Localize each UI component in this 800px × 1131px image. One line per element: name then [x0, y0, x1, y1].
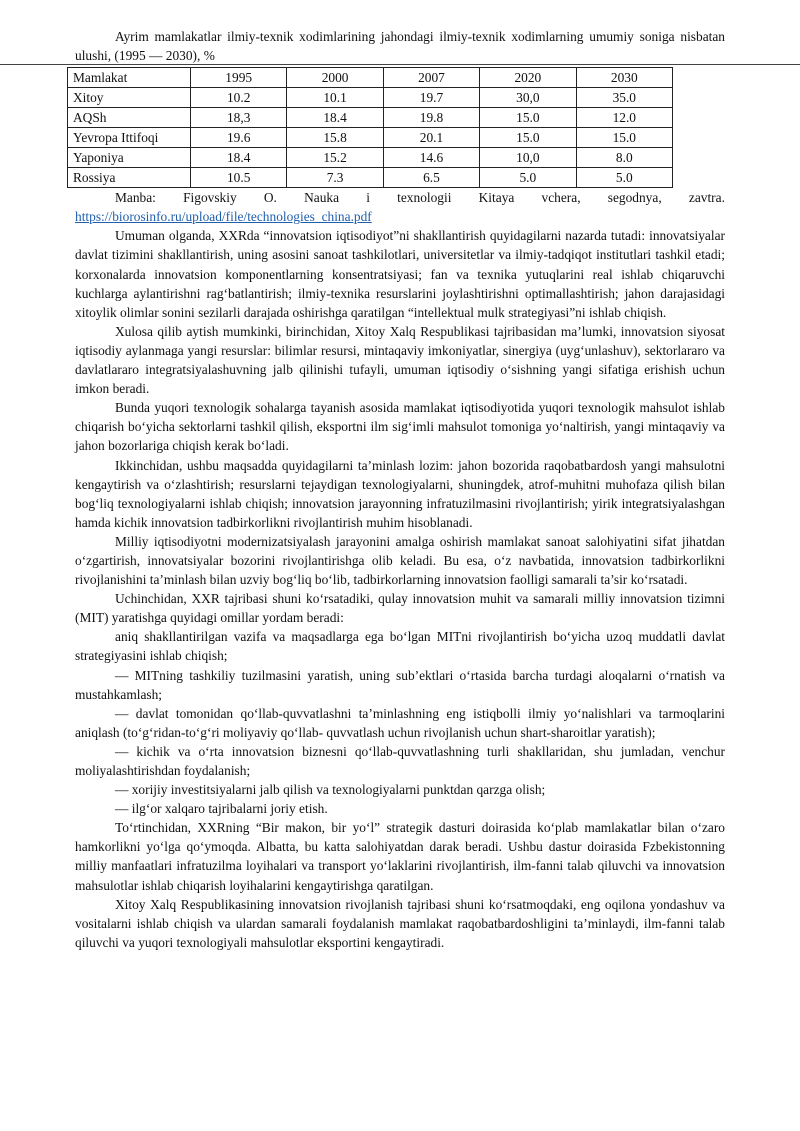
source-word: O. [263, 190, 277, 206]
table-row [68, 168, 673, 188]
data-table [67, 67, 673, 188]
table-header-row [68, 68, 673, 88]
body-paragraph: aniq shakllantirilgan vazifa va maqsadlarga ega bo‘lgan MITni rivojlantirish bo‘yicha uzoq muddatli davlat strategiyasini ishlab chiqish; [75, 629, 725, 664]
table-cell-value: 2030 [576, 68, 672, 88]
table-cell-value: 14.6 [383, 148, 479, 168]
table-cell-value: 7.3 [287, 168, 383, 188]
source-word: Figovskiy [183, 190, 237, 206]
table-row [68, 128, 673, 148]
table-cell-country: Yevropa Ittifoqi [68, 128, 191, 148]
table-cell-value: 15.0 [576, 128, 672, 148]
body-paragraph: Ikkinchidan, ushbu maqsadda quyidagilarni ta’minlash lozim: jahon bozorida raqobatbardosh yangi mahsulotni kengaytirish va o‘zlashtirish; resurslarni tejaydigan texnologiyalarni, shuningdek, atrof-muhitni muhofaza qilish bilan bog‘liq texnologiyalarni ishlab chiqish; innovatsion jarayonning infratuzilmasini rivojlantirish; yirik integratsiyalashgan hamda kichik innovatsion tadbirkorlikni rivojlantirish muhim hisoblanadi. [75, 457, 725, 530]
source-link-line [75, 207, 725, 226]
table-cell-value: 10.2 [191, 88, 287, 108]
dash-list-item: — xorijiy investitsiyalarni jalb qilish va texnologiyalarni punktdan qarzga olish; [115, 782, 546, 798]
body-paragraph: Umuman olganda, XXRda “innovatsion iqtisodiyot”ni shakllantirish quyidagilarni nazarda tutadi: innovatsiyalar davlat tizimini shakllantirish, uning asosini sanoat tashkilotlari, universitetlar va ilmiy-tadqiqot institutlari tashkil etadi; korxonalarda innovatsion komponentlarning konsentratsiyasi; fan va texnika yutuqlarini real ishlab chiqaruvchi kuchlarga aylantirishni rag‘batlantirish; ilmiy-texnika resurslarini joylashtirishni optimallashtirish; jahon darajasidagi xitoylik olimlar sonini sezilarli darajada oshirishga qaratilgan “intellektual mulk strategiyasi”ni ishlab chiqish. [75, 228, 725, 320]
document-page [75, 27, 725, 952]
closing-paragraphs [75, 818, 725, 952]
dash-list-item: — davlat tomonidan qo‘llab-quvvatlashni ta’minlashning eng istiqbolli ilmiy yo‘nalishlari va tarmoqlarini aniqlash (to‘g‘ridan-to‘g‘ri moliyaviy qo‘llab- quvvatlash uchun rivojlanish uchun shart-sharoitlar yaratish); [75, 705, 725, 740]
table-cell-value: 12.0 [576, 108, 672, 128]
table-cell-country: Yaponiya [68, 148, 191, 168]
dash-list [75, 666, 725, 819]
table-row [68, 148, 673, 168]
table-cell-value: 10.1 [287, 88, 383, 108]
table-cell-value: 15.0 [480, 128, 576, 148]
table-cell-value: 15.0 [480, 108, 576, 128]
source-word: texnologii [397, 190, 452, 206]
table-row [68, 88, 673, 108]
source-word: Manba: [115, 190, 156, 206]
table-cell-value: 10,0 [480, 148, 576, 168]
table-caption: Ayrim mamlakatlar ilmiy-texnik xodimlarining jahondagi ilmiy-texnik xodimlarning umumiy soniga nisbatan ulushi, (1995 — 2030), % [75, 29, 725, 64]
table-cell-value: 6.5 [383, 168, 479, 188]
body-paragraph: Milliy iqtisodiyotni modernizatsiyalash jarayonini amalga oshirish mamlakat sanoat salohiyatini sifat jihatdan o‘zgartirish, innovatsiyalar bozorini rivojlantirishga olib keladi. Bu esa, o‘z navbatida, innovatsion tadbirkorlikni rivojlanishini ta’minlash bilan uzviy bog‘liq bo‘lib, tadbirkorlarning innovatsion faolligi samarali ta’sir ko‘rsatadi. [75, 533, 725, 588]
table-cell-value: 19.8 [383, 108, 479, 128]
source-word: Kitaya [478, 190, 515, 206]
data-table-body [68, 68, 673, 188]
body-paragraph: Bunda yuqori texnologik sohalarga tayanish asosida mamlakat iqtisodiyotida yuqori texnologik mahsulot ishlab chiqarish bo‘yicha sektorlarni tashkil qilish, eksportni ilm sig‘imli mahsulot tomoniga yo‘naltirish, yangi mintaqaviy va jahon bozorlariga chiqish kerak bo‘ladi. [75, 400, 725, 454]
source-word: zavtra. [688, 190, 725, 206]
table-cell-value: 19.6 [191, 128, 287, 148]
table-cell-value: 5.0 [480, 168, 576, 188]
table-cell-value: 18.4 [191, 148, 287, 168]
table-cell-value: 35.0 [576, 88, 672, 108]
dash-list-item: — kichik va o‘rta innovatsion biznesni qo‘llab-quvvatlashning turli shakllaridan, shu jumladan, venchur moliyalashtirishdan foydalanish; [75, 743, 725, 778]
table-cell-value: 18.4 [287, 108, 383, 128]
body-paragraph: Xulosa qilib aytish mumkinki, birinchidan, Xitoy Xalq Respublikasi tajribasidan ma’lumki, innovatsion siyosat iqtisodiy aylanmaga yangi resurslar: bilimlar resursi, mintaqaviy imkoniyatlar, sinergiya (uyg‘unlashuv), sektorlararo va davlatlararo integratsiyalashuvning jalb qilinishi tufayli, umuman iqtisodiy o‘sishning yangi sifatiga erishish uchun imkon beradi. [75, 323, 725, 397]
table-cell-value: 20.1 [383, 128, 479, 148]
source-word: Nauka [304, 190, 340, 206]
table-cell-value: 8.0 [576, 148, 672, 168]
table-cell-value: 30,0 [480, 88, 576, 108]
closing-paragraph: To‘rtinchidan, XXRning “Bir makon, bir yo‘l” strategik dasturi doirasida ko‘plab mamlakatlar bilan o‘zaro hamkorlikni yo‘lga qo‘ymoqda. Albatta, bu katta salohiyatdan darak beradi. Ushbu dastur doirasida Fzbekistonning milliy manfaatlari infratuzilma loyihalari va transport yo‘laklarini rivojlantirish, ilm-fanni talab qiluvchi va innovatsion mahsulotlar ishlab chiqarish loyihalarini kengaytirishga qaratilgan. [75, 820, 725, 893]
table-cell-value: 18,3 [191, 108, 287, 128]
table-cell-value: 15.2 [287, 148, 383, 168]
source-word: segodnya, [607, 190, 662, 206]
table-cell-value: 2000 [287, 68, 383, 88]
table-cell-value: 19.7 [383, 88, 479, 108]
body-paragraphs [75, 226, 725, 665]
body-paragraph: Uchinchidan, XXR tajribasi shuni ko‘rsatadiki, qulay innovatsion muhit va samarali milliy innovatsion tizimni (MIT) yaratishga quyidagi omillar yordam beradi: [75, 591, 725, 626]
table-cell-value: 5.0 [576, 168, 672, 188]
table-cell-country: AQSh [68, 108, 191, 128]
table-cell-value: 15.8 [287, 128, 383, 148]
source-word: i [366, 190, 370, 206]
table-cell-country: Mamlakat [68, 68, 191, 88]
source-link[interactable]: https://biorosinfo.ru/upload/file/technologies_china.pdf [75, 209, 372, 225]
source-word: vchera, [541, 190, 581, 206]
table-cell-country: Rossiya [68, 168, 191, 188]
table-cell-value: 2020 [480, 68, 576, 88]
dash-list-item: — MITning tashkiliy tuzilmasini yaratish, uning sub’ektlari o‘rtasida barcha turdagi aloqalarni o‘rnatish va mustahkamlash; [75, 667, 725, 702]
table-cell-value: 10.5 [191, 168, 287, 188]
dash-list-item: — ilg‘or xalqaro tajribalarni joriy etish. [115, 801, 328, 817]
table-row [68, 108, 673, 128]
table-cell-value: 1995 [191, 68, 287, 88]
closing-paragraph: Xitoy Xalq Respublikasining innovatsion rivojlanish tajribasi shuni ko‘rsatmoqdaki, eng oqilona yondashuv va vositalarni ishlab chiqish va ulardan samarali foydalanish mamlakat raqobatbardoshligini ta’minlaydi, ilm-fanni talab qiluvchi va yuqori texnologiyali mahsulotlar eksportini kengaytiradi. [75, 896, 725, 950]
source-line [75, 188, 725, 207]
table-cell-value: 2007 [383, 68, 479, 88]
table-cell-country: Xitoy [68, 88, 191, 108]
